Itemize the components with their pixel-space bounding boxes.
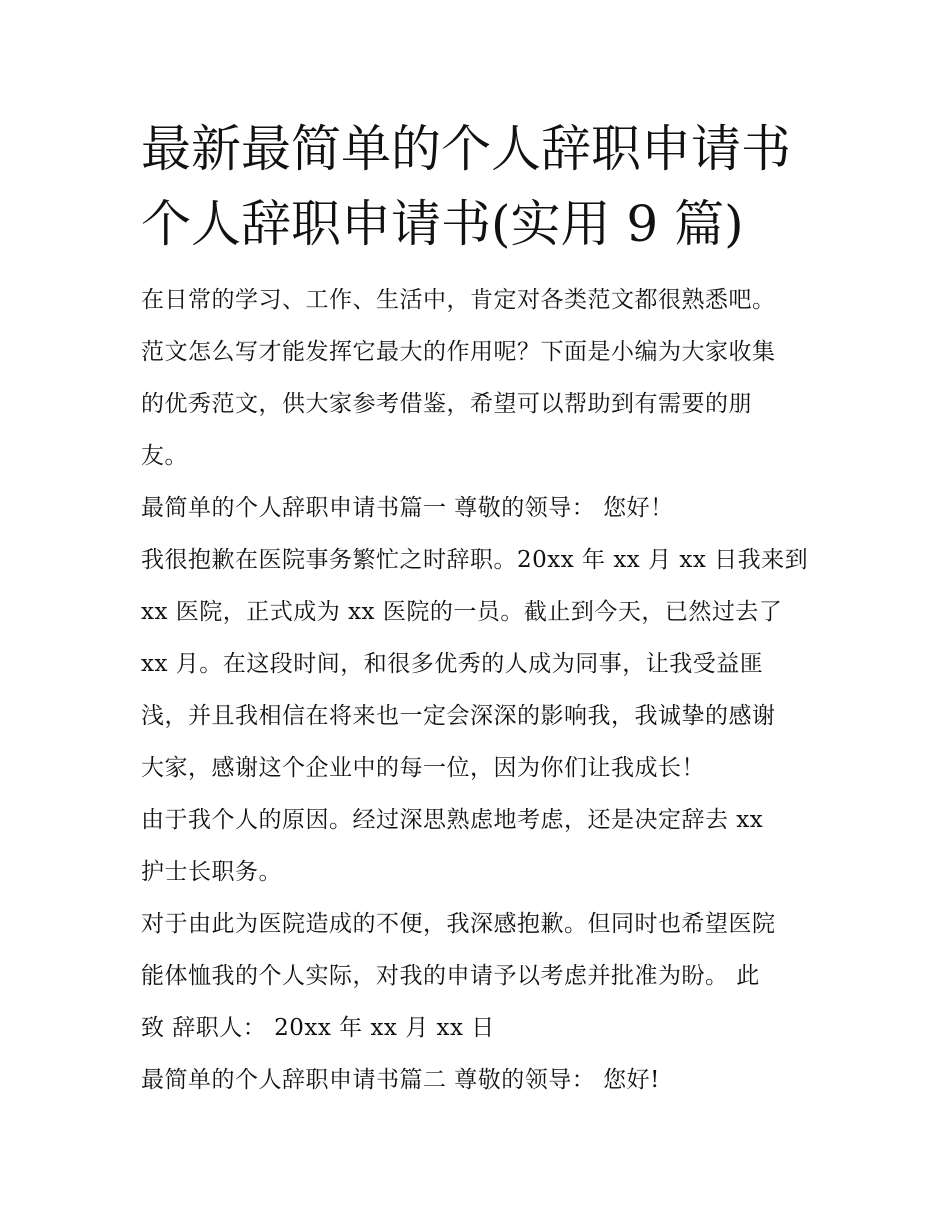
text-line: 致 辞职人： 20xx 年 xx 月 xx 日 bbox=[141, 1015, 495, 1041]
paragraph-letter-one-closing bbox=[141, 898, 821, 1054]
text-line: 能体恤我的个人实际，对我的申请予以考虑并批准为盼。 此 bbox=[141, 963, 760, 989]
text-line: 由于我个人的原因。经过深思熟虑地考虑，还是决定辞去 xx bbox=[141, 807, 764, 833]
title-line-1: 最新最简单的个人辞职申请书 bbox=[141, 120, 791, 178]
text-line: 对于由此为医院造成的不便，我深感抱歉。但同时也希望医院 bbox=[141, 911, 776, 937]
text-line: 护士长职务。 bbox=[141, 859, 282, 885]
text-line: 最简单的个人辞职申请书篇二 尊敬的领导： 您好! bbox=[141, 1067, 660, 1093]
paragraph-letter-two-heading bbox=[141, 1054, 821, 1106]
document-title bbox=[141, 112, 841, 262]
text-line: 大家，感谢这个企业中的每一位，因为你们让我成长！ bbox=[141, 755, 705, 781]
text-line: 在日常的学习、工作、生活中，肯定对各类范文都很熟悉吧。 bbox=[141, 287, 776, 313]
text-line: 的优秀范文，供大家参考借鉴，希望可以帮助到有需要的朋 bbox=[141, 391, 752, 417]
paragraph-letter-one-body bbox=[141, 534, 821, 794]
paragraph-intro bbox=[141, 274, 821, 482]
text-line: 我很抱歉在医院事务繁忙之时辞职。20xx 年 xx 月 xx 日我来到 bbox=[141, 547, 809, 573]
paragraph-letter-one-reason bbox=[141, 794, 821, 898]
document-body bbox=[141, 274, 821, 1106]
text-line: 友。 bbox=[141, 443, 188, 469]
text-line: xx 月。在这段时间，和很多优秀的人成为同事，让我受益匪 bbox=[141, 651, 764, 677]
text-line: 最简单的个人辞职申请书篇一 尊敬的领导： 您好！ bbox=[141, 495, 674, 521]
title-line-2: 个人辞职申请书(实用 9 篇) bbox=[141, 195, 744, 253]
text-line: xx 医院，正式成为 xx 医院的一员。截止到今天，已然过去了 bbox=[141, 599, 783, 625]
paragraph-letter-one-heading bbox=[141, 482, 821, 534]
text-line: 范文怎么写才能发挥它最大的作用呢？下面是小编为大家收集 bbox=[141, 339, 776, 365]
text-line: 浅，并且我相信在将来也一定会深深的影响我，我诚挚的感谢 bbox=[141, 703, 776, 729]
